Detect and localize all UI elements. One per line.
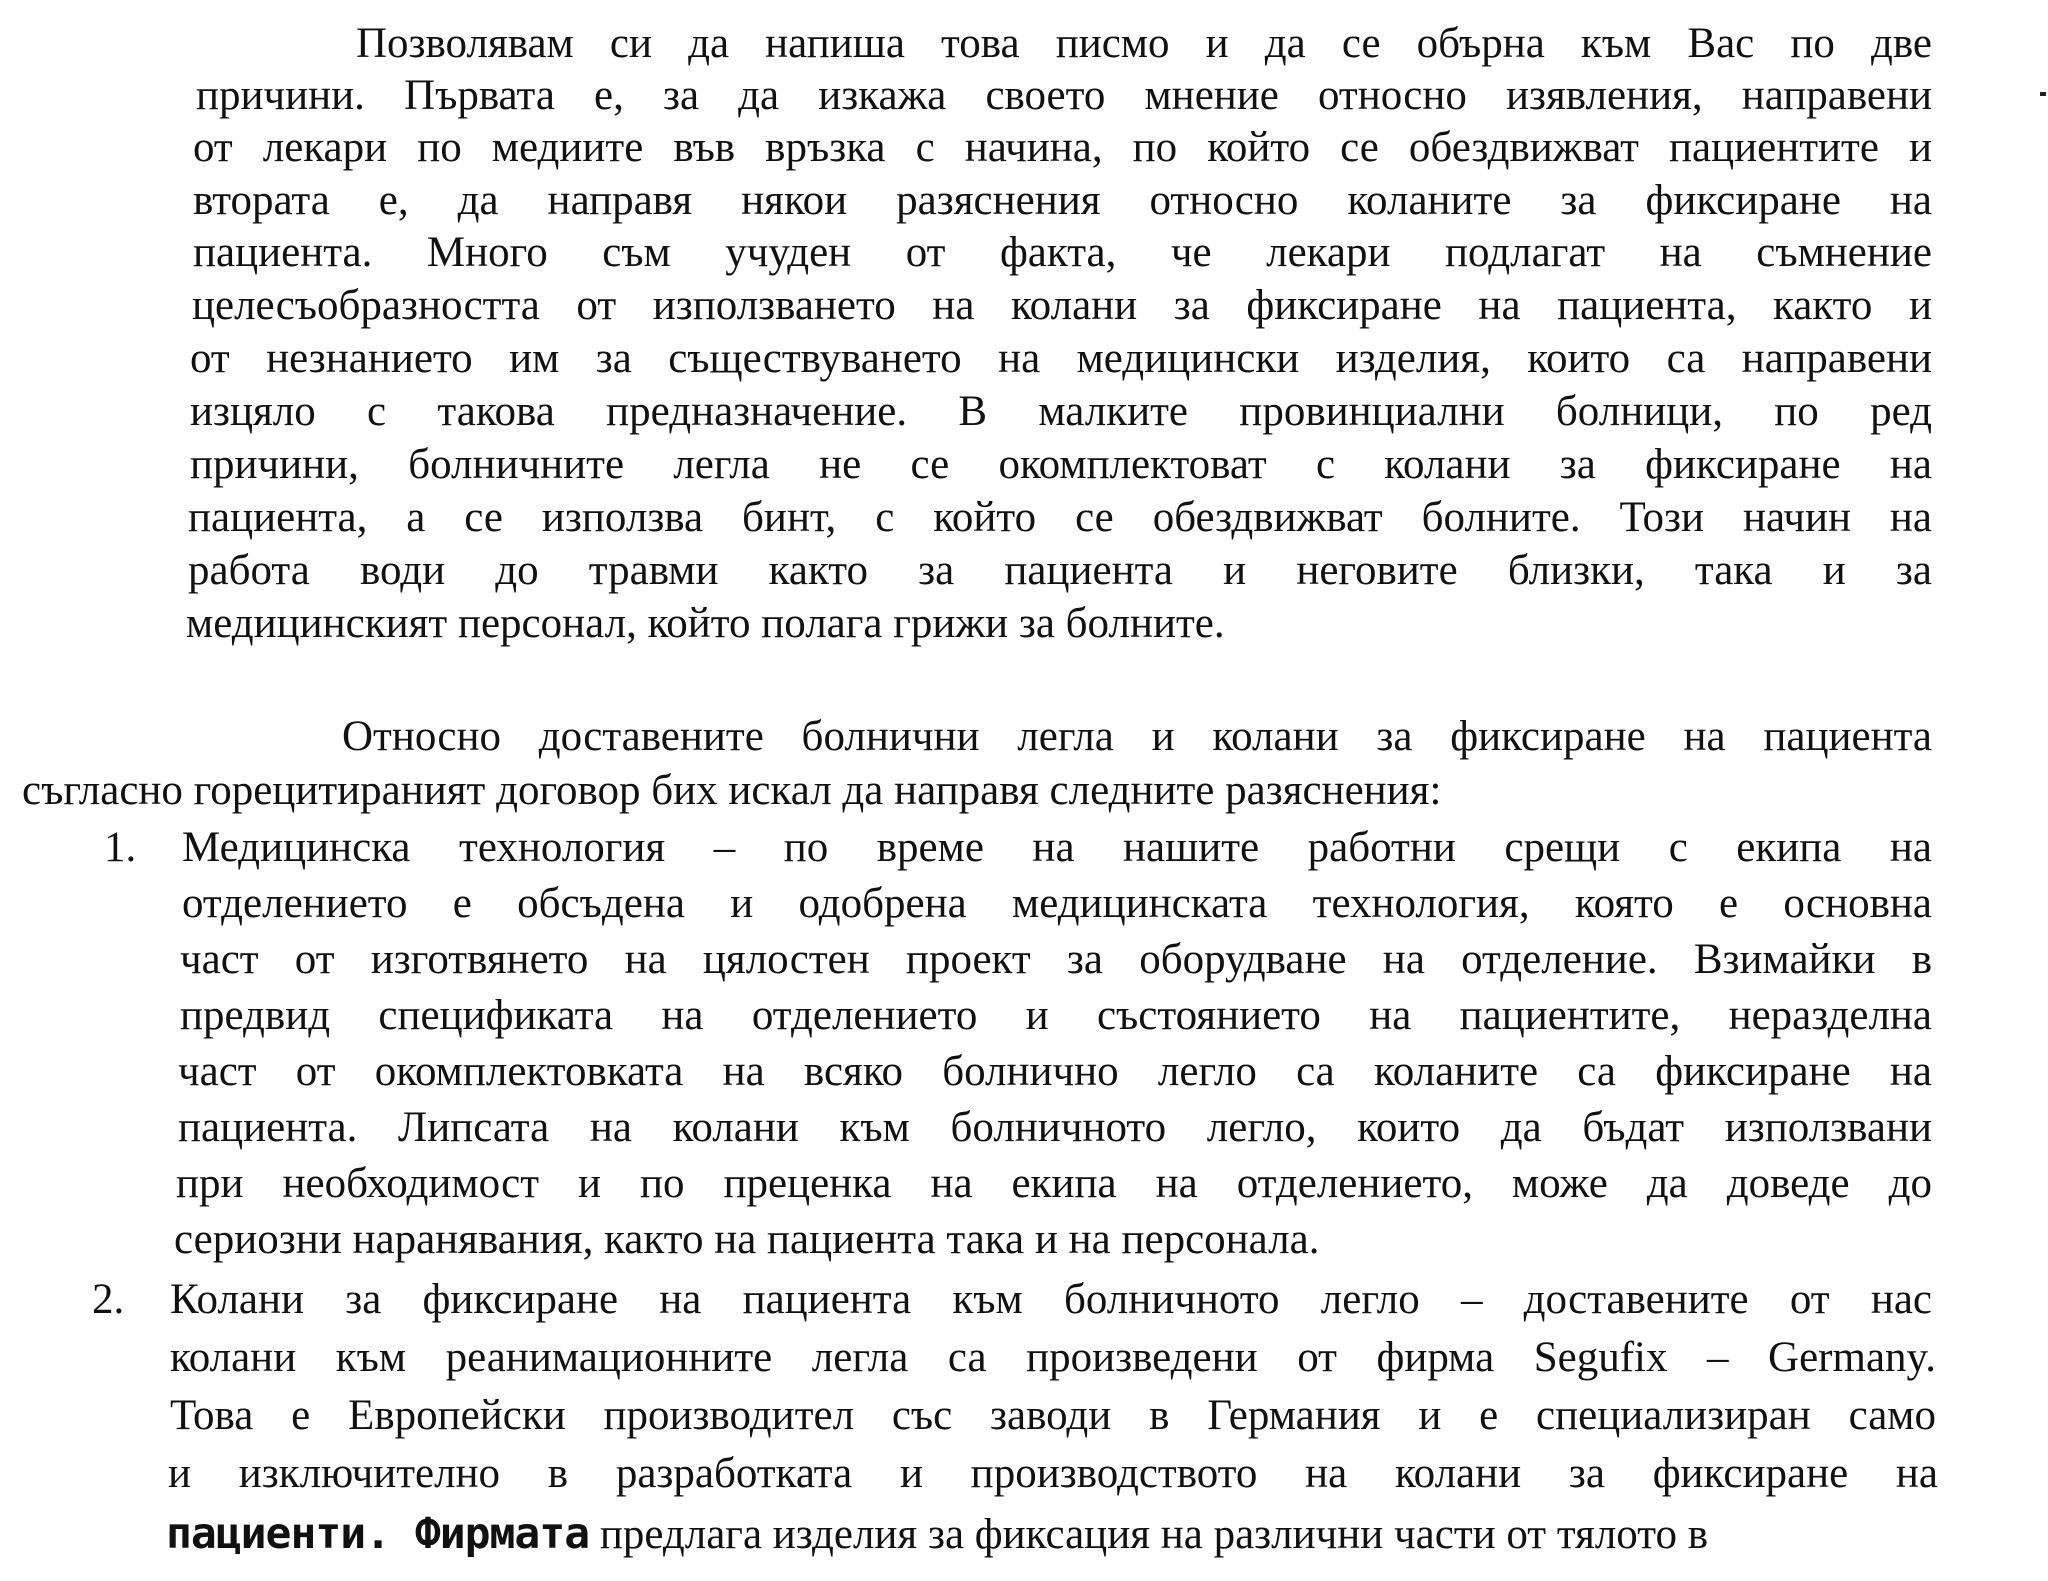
paragraph-1-line: изцяло с такова предназначение. В малките провинциални болници, по ред: [190, 388, 1932, 435]
paragraph-1-line: причини, болничните легла не се окомплектоват с колани за фиксиране на: [190, 441, 1932, 488]
paragraph-1-line: от незнанието им за съществуването на медицински изделия, които са направени: [190, 335, 1932, 382]
list-item-line: Колани за фиксиране на пациента към болничното легло – доставените от нас: [170, 1276, 1932, 1323]
list-item-line: предвид спецификата на отделението и състоянието на пациентите, неразделна: [180, 992, 1932, 1039]
list-item-line: част от окомплектовката на всяко болнично легло са коланите са фиксиране на: [178, 1048, 1932, 1095]
list-item-line: и изключително в разработката и производството на колани за фиксиране на: [168, 1450, 1938, 1497]
paragraph-1-line: причини. Първата е, за да изкажа своето мнение относно изявления, направени: [196, 72, 1932, 119]
list-item-number: 2.: [92, 1276, 125, 1323]
list-item-line-rest: предлага изделия за фиксация на различни части от тялото в: [589, 1511, 1709, 1558]
paragraph-1-line: целесъобразността от използването на колани за фиксиране на пациента, както и: [192, 282, 1932, 329]
list-item-line: Това е Европейски производител със заводи в Германия и е специализиран само: [170, 1392, 1936, 1439]
paragraph-1-line: втората е, да направя някои разяснения относно коланите за фиксиране на: [193, 177, 1932, 224]
paragraph-1-line: от лекари по медиите във връзка с начина, по който се обездвижват пациентите и: [193, 124, 1932, 171]
paragraph-2-line: съгласно горецитираният договор бих искал да направя следните разяснения:: [22, 767, 1442, 814]
scan-speck: [2040, 92, 2046, 96]
list-item-line: при необходимост и по преценка на екипа на отделението, може да доведе до: [176, 1160, 1932, 1207]
paragraph-1-line: пациента, а се използва бинт, с който се обездвижват болните. Този начин на: [188, 494, 1932, 541]
list-item-number: 1.: [104, 824, 137, 871]
paragraph-2-line: Относно доставените болнични легла и колани за фиксиране на пациента: [342, 713, 1932, 760]
paragraph-1-line: Позволявам си да напиша това писмо и да се обърна към Вас по две: [356, 20, 1932, 67]
list-item-line: отделението е обсъдена и одобрена медицинската технология, която е основна: [182, 880, 1932, 927]
list-item-line: сериозни наранявания, както на пациента така и на персонала.: [174, 1216, 1320, 1263]
list-item-line: [166, 1508, 1708, 1560]
list-item-line: част от изготвянето на цялостен проект за оборудване на отделение. Взимайки в: [180, 936, 1932, 983]
list-item-line: пациента. Липсата на колани към болничното легло, които да бъдат използвани: [178, 1104, 1932, 1151]
list-item-line: колани към реанимационните легла са произведени от фирма Segufix – Germany.: [170, 1334, 1936, 1381]
paragraph-1-line: пациента. Много съм учуден от факта, че лекари подлагат на съмнение: [193, 229, 1932, 276]
paragraph-1-line: работа води до травми както за пациента и неговите близки, така и за: [188, 547, 1932, 594]
list-item-line: Медицинска технология – по време на нашите работни срещи с екипа на: [182, 824, 1932, 871]
list-item-line-start: пациенти. Фирмата: [166, 1509, 590, 1559]
paragraph-1-line: медицинският персонал, който полага грижи за болните.: [186, 600, 1225, 647]
